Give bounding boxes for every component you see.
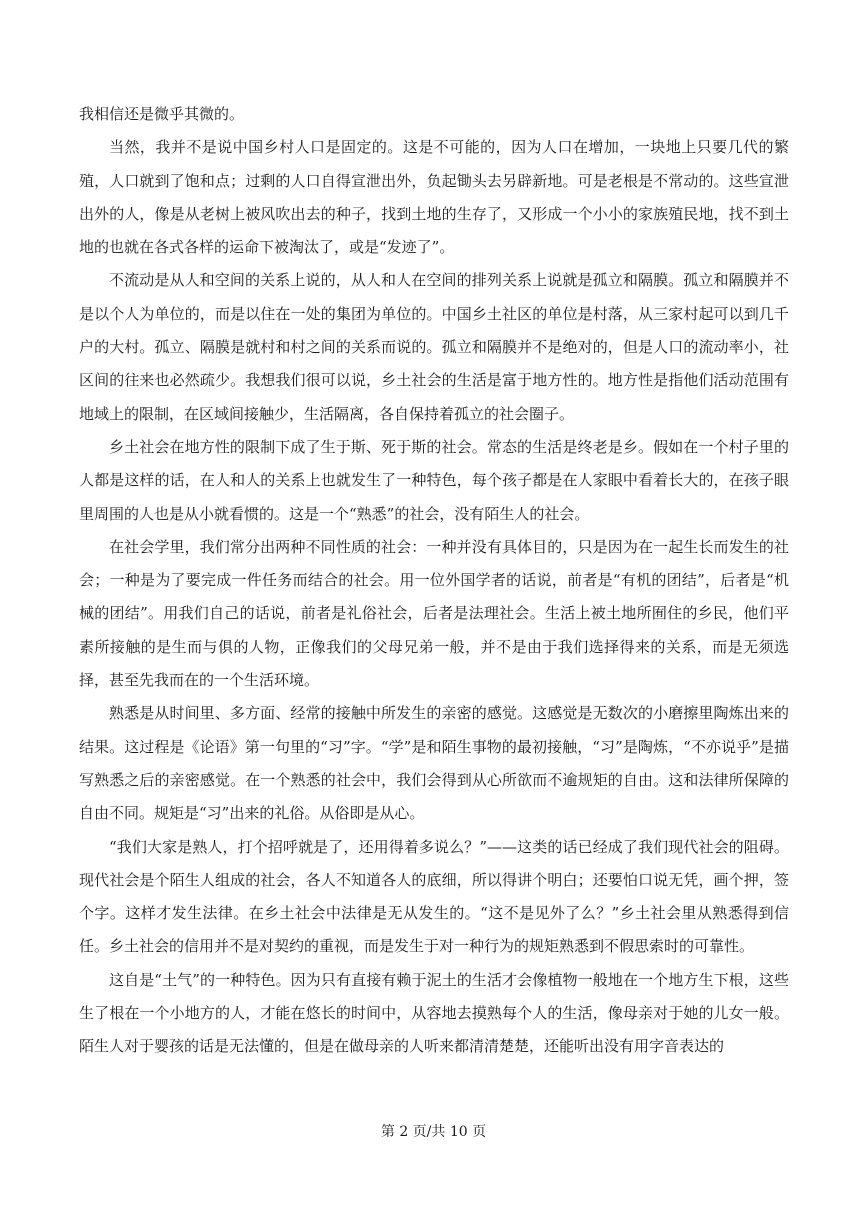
paragraph-1: 我相信还是微乎其微的。 (79, 105, 245, 123)
page-number-footer: 第 2 页/共 10 页 (380, 1124, 487, 1140)
paragraph-4: 乡土社会在地方性的限制下成了生于斯、死于斯的社会。常态的生活是终老是乡。假如在一个村子里的人都是这样的话，在人和人的关系上也就发生了一种特色，每个孩子都是在人家眼中看着长大的，在孩子眼里周围的人也是从小就看惯的。这是一个“熟悉”的社会，没有陌生人的社会。 (79, 437, 789, 523)
paragraph-5: 在社会学里，我们常分出两种不同性质的社会：一种并没有具体目的，只是因为在一起生长而发生的社会；一种是为了要完成一件任务而结合的社会。用一位外国学者的话说，前者是“有机的团结”，后者是“机械的团结”。用我们自己的话说，前者是礼俗社会，后者是法理社会。生活上被土地所囿住的乡民，他们平素所接触的是生而与俱的人物，正像我们的父母兄弟一般，并不是由于我们选择得来的关系，而是无须选择，甚至先我而在的一个生活环境。 (79, 537, 789, 690)
paragraph-2: 当然，我并不是说中国乡村人口是固定的。这是不可能的，因为人口在增加，一块地上只要几代的繁殖，人口就到了饱和点；过剩的人口自得宣泄出外，负起锄头去另辟新地。可是老根是不常动的。这些宣泄出外的人，像是从老树上被风吹出去的种子，找到土地的生存了，又形成一个小小的家族殖民地，找不到土地的也就在各式各样的运命下被淘汰了，或是“发迹了”。 (79, 138, 789, 257)
paragraph-6: 熟悉是从时间里、多方面、经常的接触中所发生的亲密的感觉。这感觉是无数次的小磨擦里陶炼出来的结果。这过程是《论语》第一句里的“习”字。“学”是和陌生事物的最初接触，“习”是陶炼，“不亦说乎”是描写熟悉之后的亲密感觉。在一个熟悉的社会中，我们会得到从心所欲而不逾规矩的自由。这和法律所保障的自由不同。规矩是“习”出来的礼俗。从俗即是从心。 (79, 704, 789, 823)
paragraph-8: 这自是“土气”的一种特色。因为只有直接有赖于泥土的生活才会像植物一般地在一个地方生下根，这些生了根在一个小地方的人，才能在悠长的时间中，从容地去摸熟每个人的生活，像母亲对于她的儿女一般。陌生人对于婴孩的话是无法懂的，但是在做母亲的人听来都清清楚楚，还能听出没有用字音表达的 (79, 970, 789, 1056)
paragraph-7: “我们大家是熟人，打个招呼就是了，还用得着多说么？”——这类的话已经成了我们现代社会的阻碍。现代社会是个陌生人组成的社会，各人不知道各人的底细，所以得讲个明白；还要怕口说无凭，画个押，签个字。这样才发生法律。在乡土社会中法律是无从发生的。“这不是见外了么？”乡土社会里从熟悉得到信任。乡土社会的信用并不是对契约的重视，而是发生于对一种行为的规矩熟悉到不假思索时的可靠性。 (79, 837, 789, 956)
body-text (79, 98, 789, 1064)
paragraph-3: 不流动是从人和空间的关系上说的，从人和人在空间的排列关系上说就是孤立和隔膜。孤立和隔膜并不是以个人为单位的，而是以住在一处的集团为单位的。中国乡土社区的单位是村落，从三家村起可以到几千户的大村。孤立、隔膜是就村和村之间的关系而说的。孤立和隔膜并不是绝对的，但是人口的流动率小，社区间的往来也必然疏少。我想我们很可以说，乡土社会的生活是富于地方性的。地方性是指他们活动范围有地域上的限制，在区域间接触少，生活隔离，各自保持着孤立的社会圈子。 (79, 271, 789, 423)
